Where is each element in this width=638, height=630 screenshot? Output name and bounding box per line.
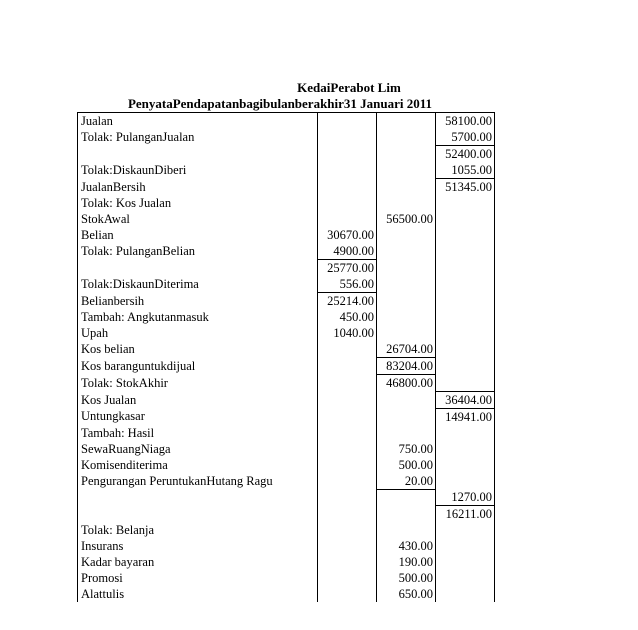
amount-cell-c2 — [377, 425, 436, 441]
row-label: Kos belian — [78, 341, 318, 358]
ledger-body — [78, 113, 495, 603]
amount-cell-c1: 4900.00 — [318, 243, 377, 260]
amount-cell-c3 — [436, 358, 495, 375]
amount-cell-c2: 56500.00 — [377, 211, 436, 227]
amount-cell-c3 — [436, 538, 495, 554]
amount-cell-c2: 20.00 — [377, 473, 436, 490]
row-label: Upah — [78, 325, 318, 341]
amount-cell-c2: 500.00 — [377, 570, 436, 586]
row-label — [78, 489, 318, 506]
amount-cell-c3 — [436, 522, 495, 538]
table-row — [78, 276, 495, 293]
amount-cell-c3 — [436, 554, 495, 570]
table-row — [78, 129, 495, 146]
table-row — [78, 179, 495, 196]
amount-cell-c1 — [318, 162, 377, 179]
amount-cell-c3 — [436, 473, 495, 490]
amount-cell-c3: 52400.00 — [436, 146, 495, 163]
amount-cell-c3: 5700.00 — [436, 129, 495, 146]
amount-cell-c1 — [318, 554, 377, 570]
amount-cell-c3 — [436, 341, 495, 358]
amount-cell-c2 — [377, 293, 436, 310]
table-row — [78, 146, 495, 163]
amount-cell-c1 — [318, 391, 377, 408]
row-label: Jualan — [78, 113, 318, 130]
table-row — [78, 309, 495, 325]
row-label: Tolak: PulanganJualan — [78, 129, 318, 146]
row-label: Tolak:DiskaunDiberi — [78, 162, 318, 179]
amount-cell-c2: 750.00 — [377, 441, 436, 457]
amount-cell-c1: 25770.00 — [318, 260, 377, 277]
amount-cell-c3 — [436, 325, 495, 341]
amount-cell-c2 — [377, 325, 436, 341]
amount-cell-c1: 556.00 — [318, 276, 377, 293]
table-row — [78, 538, 495, 554]
amount-cell-c1 — [318, 489, 377, 506]
amount-cell-c3 — [436, 457, 495, 473]
amount-cell-c1 — [318, 457, 377, 473]
table-row — [78, 570, 495, 586]
row-label: Tolak: Belanja — [78, 522, 318, 538]
amount-cell-c3 — [436, 260, 495, 277]
row-label — [78, 506, 318, 523]
amount-cell-c1 — [318, 341, 377, 358]
amount-cell-c3 — [436, 243, 495, 260]
table-row — [78, 243, 495, 260]
row-label: Tolak: StokAkhir — [78, 375, 318, 392]
amount-cell-c2 — [377, 276, 436, 293]
table-row — [78, 375, 495, 392]
amount-cell-c3: 36404.00 — [436, 391, 495, 408]
table-row — [78, 506, 495, 523]
amount-cell-c1: 450.00 — [318, 309, 377, 325]
amount-cell-c3 — [436, 425, 495, 441]
row-label: Promosi — [78, 570, 318, 586]
amount-cell-c1 — [318, 375, 377, 392]
amount-cell-c2: 430.00 — [377, 538, 436, 554]
amount-cell-c1 — [318, 358, 377, 375]
amount-cell-c1 — [318, 425, 377, 441]
amount-cell-c2 — [377, 260, 436, 277]
row-label: Komisenditerima — [78, 457, 318, 473]
amount-cell-c3 — [436, 570, 495, 586]
amount-cell-c3: 58100.00 — [436, 113, 495, 130]
amount-cell-c3 — [436, 227, 495, 243]
row-label: Kos Jualan — [78, 391, 318, 408]
amount-cell-c1 — [318, 113, 377, 130]
row-label: Tambah: Hasil — [78, 425, 318, 441]
table-row — [78, 113, 495, 130]
table-row — [78, 162, 495, 179]
amount-cell-c2: 26704.00 — [377, 341, 436, 358]
row-label: Insurans — [78, 538, 318, 554]
table-row — [78, 391, 495, 408]
amount-cell-c1 — [318, 473, 377, 490]
company-name: KedaiPerabot Lim — [297, 80, 401, 95]
amount-cell-c3: 16211.00 — [436, 506, 495, 523]
row-label: Tolak:DiskaunDiterima — [78, 276, 318, 293]
amount-cell-c2: 83204.00 — [377, 358, 436, 375]
table-row — [78, 408, 495, 425]
statement-title: PenyataPendapatanbagibulanberakhir31 Januari 2011 — [127, 96, 433, 111]
amount-cell-c2: 500.00 — [377, 457, 436, 473]
table-row — [78, 211, 495, 227]
amount-cell-c2: 46800.00 — [377, 375, 436, 392]
amount-cell-c1: 1040.00 — [318, 325, 377, 341]
amount-cell-c3 — [436, 293, 495, 310]
amount-cell-c2 — [377, 146, 436, 163]
amount-cell-c1 — [318, 195, 377, 211]
amount-cell-c1 — [318, 506, 377, 523]
amount-cell-c2: 190.00 — [377, 554, 436, 570]
row-label: Kadar bayaran — [78, 554, 318, 570]
table-row — [78, 325, 495, 341]
row-label: SewaRuangNiaga — [78, 441, 318, 457]
amount-cell-c2 — [377, 195, 436, 211]
amount-cell-c3: 1055.00 — [436, 162, 495, 179]
row-label — [78, 260, 318, 277]
table-row — [78, 293, 495, 310]
amount-cell-c2 — [377, 129, 436, 146]
amount-cell-c2 — [377, 391, 436, 408]
row-label: Untungkasar — [78, 408, 318, 425]
table-row — [78, 457, 495, 473]
amount-cell-c1 — [318, 538, 377, 554]
amount-cell-c3 — [436, 441, 495, 457]
amount-cell-c2 — [377, 309, 436, 325]
row-label: Belianbersih — [78, 293, 318, 310]
amount-cell-c3 — [436, 375, 495, 392]
income-statement-table — [77, 112, 495, 602]
amount-cell-c3: 1270.00 — [436, 489, 495, 506]
row-label — [78, 146, 318, 163]
table-row — [78, 425, 495, 441]
table-row — [78, 522, 495, 538]
row-label: Alattulis — [78, 586, 318, 602]
table-row — [78, 473, 495, 490]
amount-cell-c1: 25214.00 — [318, 293, 377, 310]
row-label: Pengurangan PeruntukanHutang Ragu — [78, 473, 318, 490]
amount-cell-c2: 650.00 — [377, 586, 436, 602]
amount-cell-c2 — [377, 113, 436, 130]
row-label: Tolak: PulanganBelian — [78, 243, 318, 260]
amount-cell-c3 — [436, 276, 495, 293]
table-row — [78, 489, 495, 506]
amount-cell-c2 — [377, 162, 436, 179]
table-row — [78, 260, 495, 277]
amount-cell-c3: 51345.00 — [436, 179, 495, 196]
table-row — [78, 195, 495, 211]
amount-cell-c2 — [377, 243, 436, 260]
amount-cell-c1 — [318, 179, 377, 196]
amount-cell-c1 — [318, 570, 377, 586]
table-row — [78, 227, 495, 243]
amount-cell-c2 — [377, 179, 436, 196]
row-label: Belian — [78, 227, 318, 243]
table-row — [78, 586, 495, 602]
amount-cell-c1 — [318, 441, 377, 457]
amount-cell-c3 — [436, 195, 495, 211]
amount-cell-c2 — [377, 506, 436, 523]
amount-cell-c3 — [436, 211, 495, 227]
row-label: JualanBersih — [78, 179, 318, 196]
amount-cell-c1 — [318, 129, 377, 146]
table-row — [78, 358, 495, 375]
amount-cell-c2 — [377, 522, 436, 538]
amount-cell-c2 — [377, 227, 436, 243]
table-row — [78, 554, 495, 570]
amount-cell-c2 — [377, 408, 436, 425]
row-label: Tolak: Kos Jualan — [78, 195, 318, 211]
table-row — [78, 341, 495, 358]
amount-cell-c1 — [318, 586, 377, 602]
amount-cell-c1 — [318, 408, 377, 425]
amount-cell-c3 — [436, 586, 495, 602]
row-label: Tambah: Angkutanmasuk — [78, 309, 318, 325]
amount-cell-c1 — [318, 522, 377, 538]
amount-cell-c2 — [377, 489, 436, 506]
amount-cell-c1 — [318, 211, 377, 227]
amount-cell-c1 — [318, 146, 377, 163]
amount-cell-c1: 30670.00 — [318, 227, 377, 243]
amount-cell-c3 — [436, 309, 495, 325]
row-label: Kos baranguntukdijual — [78, 358, 318, 375]
amount-cell-c3: 14941.00 — [436, 408, 495, 425]
table-row — [78, 441, 495, 457]
row-label: StokAwal — [78, 211, 318, 227]
